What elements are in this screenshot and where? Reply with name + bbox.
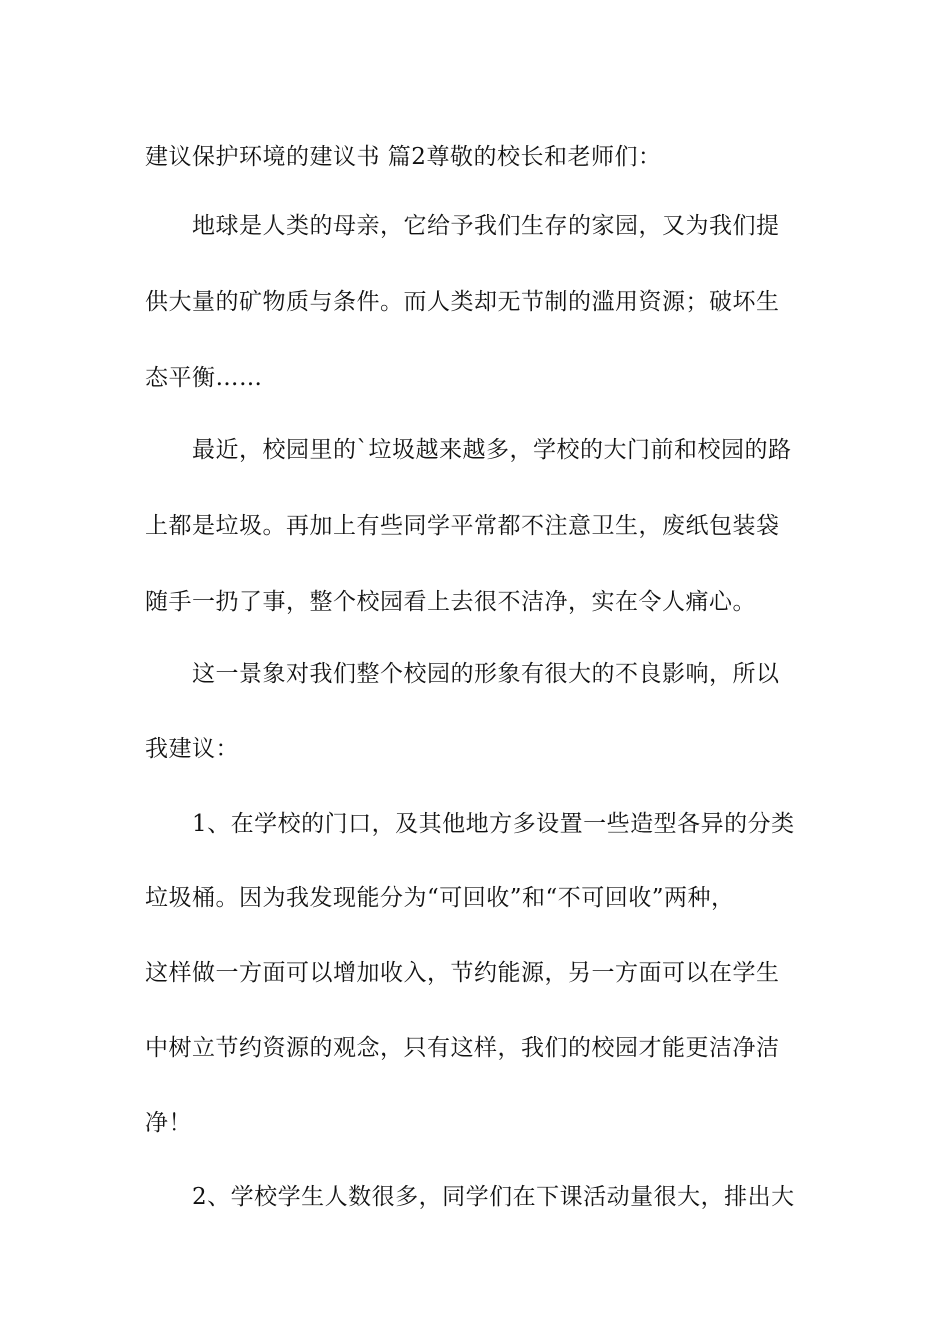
text-line: 垃圾桶。因为我发现能分为“可回收”和“不可回收”两种， xyxy=(145,885,735,911)
text-line: 2、学校学生人数很多，同学们在下课活动量很大，排出大 xyxy=(192,1184,795,1210)
text-line: 1、在学校的门口，及其他地方多设置一些造型各异的分类 xyxy=(192,811,795,837)
text-line: 我建议： xyxy=(145,736,239,762)
text-line: 随手一扔了事，整个校园看上去很不洁净，实在令人痛心。 xyxy=(145,589,756,615)
text-line: 这一景象对我们整个校园的形象有很大的不良影响，所以 xyxy=(192,661,780,687)
text-line: 中树立节约资源的观念，只有这样，我们的校园才能更洁净洁 xyxy=(145,1035,780,1061)
text-line: 态平衡…… xyxy=(145,365,263,391)
text-line: 净！ xyxy=(145,1110,192,1136)
text-line: 这样做一方面可以增加收入，节约能源，另一方面可以在学生 xyxy=(145,960,780,986)
text-line: 建议保护环境的建议书 篇2尊敬的校长和老师们： xyxy=(145,144,662,170)
text-line: 最近，校园里的`垃圾越来越多，学校的大门前和校园的路 xyxy=(192,437,792,463)
text-line: 地球是人类的母亲，它给予我们生存的家园，又为我们提 xyxy=(192,213,780,239)
text-line: 供大量的矿物质与条件。而人类却无节制的滥用资源；破坏生 xyxy=(145,289,780,315)
text-line: 上都是垃圾。再加上有些同学平常都不注意卫生，废纸包装袋 xyxy=(145,513,780,539)
